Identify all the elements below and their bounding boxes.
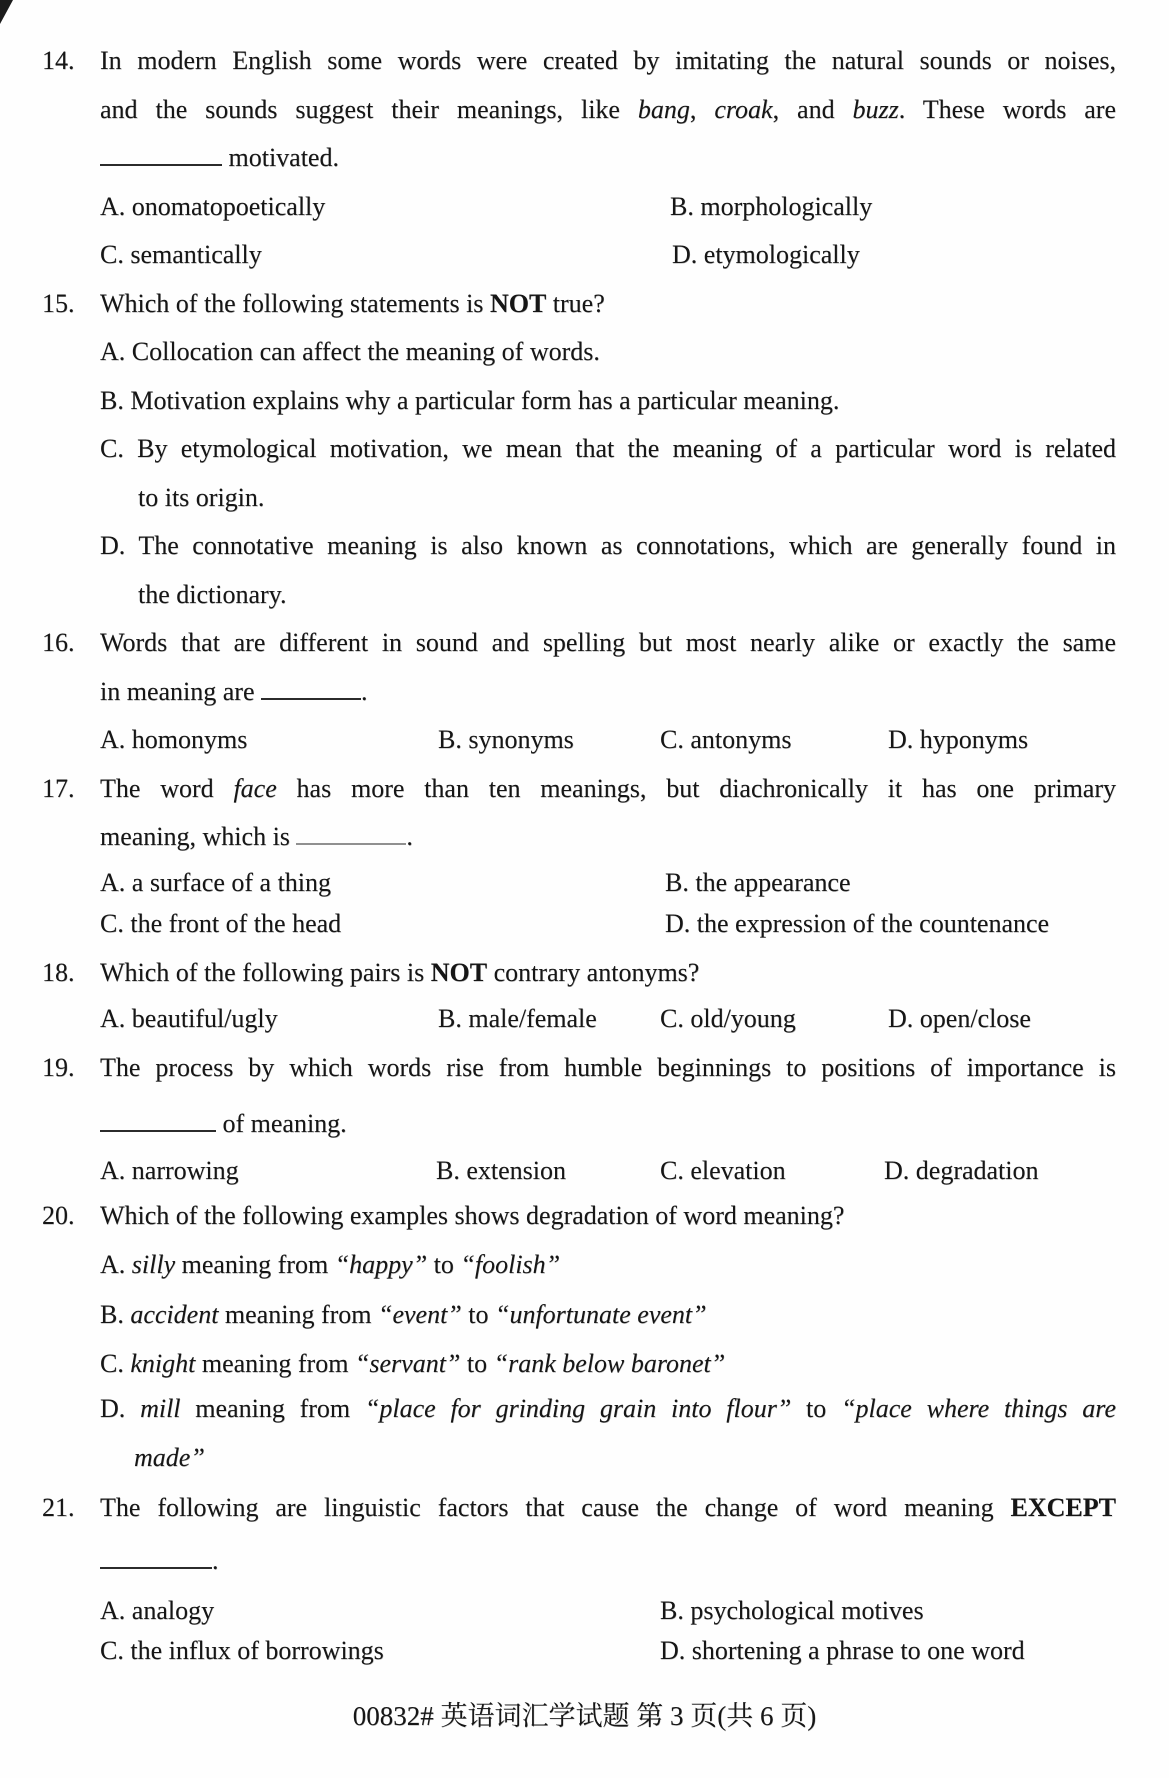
q20-stem: Which of the following examples shows degradation of word meaning? <box>100 1201 845 1230</box>
q20-c-quote1: “servant” <box>354 1349 461 1378</box>
q20-a-word: silly <box>131 1250 176 1279</box>
q14-line3 <box>100 142 1116 175</box>
q19-option-d: D. degradation <box>884 1156 1039 1185</box>
q14-number: 14. <box>42 46 75 75</box>
q16-number: 16. <box>42 628 75 657</box>
q21-option-a: A. analogy <box>100 1596 215 1625</box>
q15-option-d-row <box>0 530 1169 563</box>
q19-option-b: B. extension <box>436 1156 566 1185</box>
q21-option-c: C. the influx of borrowings <box>100 1636 384 1665</box>
q20-a-seg1: A. <box>100 1250 132 1279</box>
q18-bold-not: NOT <box>430 958 488 987</box>
q17-line1-row <box>0 773 1169 806</box>
q21-answer-blank <box>100 1567 212 1569</box>
q20-d-seg1: D. <box>100 1394 141 1423</box>
q20-option-d-line2: made” <box>134 1443 205 1472</box>
q20-d-seg2: meaning from <box>180 1394 365 1423</box>
q20-d-quote1: “place for grinding grain into flour” <box>364 1394 792 1423</box>
q14-line3-text: motivated. <box>222 143 339 172</box>
q16-line1: Words that are different in sound and spelling but most nearly alike or exactly the same <box>100 628 1116 657</box>
q14-answer-blank <box>100 164 222 166</box>
q16-option-b: B. synonyms <box>438 725 574 754</box>
q20-b-quote2: “unfortunate event” <box>495 1300 707 1329</box>
q17-line1-seg1: The word <box>100 774 234 803</box>
q20-c-seg3: to <box>460 1349 494 1378</box>
q21-line1-row <box>0 1492 1169 1525</box>
q20-a-quote1: “happy” <box>334 1250 428 1279</box>
q17-line2-period: . <box>406 822 413 851</box>
q20-option-d-line1 <box>100 1393 1116 1426</box>
q20-a-seg3: to <box>427 1250 461 1279</box>
q14-option-b: B. morphologically <box>670 192 873 221</box>
q20-option-b-row <box>0 1299 1169 1332</box>
q15-option-b: B. Motivation explains why a particular form has a particular meaning. <box>100 386 840 415</box>
q18-stem <box>100 957 1116 990</box>
q17-option-d: D. the expression of the countenance <box>665 909 1050 938</box>
scan-corner-artifact <box>0 0 13 24</box>
q20-c-seg1: C. <box>100 1349 131 1378</box>
q16-line2 <box>100 676 1116 709</box>
q16-answer-blank <box>261 698 361 700</box>
q18-stem-seg1: Which of the following pairs is <box>100 958 431 987</box>
q20-option-c <box>100 1348 1116 1381</box>
q17-number: 17. <box>42 774 75 803</box>
q17-option-a: A. a surface of a thing <box>100 868 332 897</box>
q21-option-d: D. shortening a phrase to one word <box>660 1636 1025 1665</box>
q17-answer-blank <box>296 843 406 845</box>
q15-stem-row <box>0 288 1169 321</box>
q21-line1 <box>100 1492 1116 1525</box>
q21-line1-seg1: The following are linguistic factors that cause the change of word meaning <box>100 1493 1011 1522</box>
q19-answer-blank <box>100 1130 216 1132</box>
q20-b-seg2: meaning from <box>218 1300 378 1329</box>
q20-c-word: knight <box>130 1349 196 1378</box>
q19-number: 19. <box>42 1053 75 1082</box>
q21-line2-period: . <box>212 1546 219 1575</box>
q16-line1-row <box>0 627 1169 660</box>
q21-line2-row <box>0 1545 1169 1578</box>
q14-line2-row <box>0 94 1169 127</box>
q20-c-quote2: “rank below baronet” <box>493 1349 726 1378</box>
q17-line1-seg2: has more than ten meanings, but diachronically it has one primary <box>276 774 1117 803</box>
q17-line1 <box>100 773 1116 806</box>
q16-line2-text: in meaning are <box>100 677 261 706</box>
q17-option-c: C. the front of the head <box>100 909 342 938</box>
q14-option-d: D. etymologically <box>672 240 860 269</box>
q19-line2-text: of meaning. <box>216 1109 347 1138</box>
q20-option-b <box>100 1299 1116 1332</box>
q18-option-a: A. beautiful/ugly <box>100 1004 278 1033</box>
q16-line2-period: . <box>361 677 368 706</box>
q20-stem-row <box>0 1200 1169 1233</box>
q19-option-c: C. elevation <box>660 1156 786 1185</box>
q20-option-a <box>100 1249 1116 1282</box>
q20-option-a-row <box>0 1249 1169 1282</box>
q17-option-b: B. the appearance <box>665 868 851 897</box>
q20-a-quote2: “foolish” <box>460 1250 561 1279</box>
q16-line2-row <box>0 676 1169 709</box>
q19-line2 <box>100 1108 1116 1141</box>
q18-option-c: C. old/young <box>660 1004 796 1033</box>
q18-option-b: B. male/female <box>438 1004 597 1033</box>
q20-b-quote1: “event” <box>378 1300 462 1329</box>
q14-line1: In modern English some words were created by imitating the natural sounds or noises, <box>100 46 1116 75</box>
q14-option-a: A. onomatopoetically <box>100 192 326 221</box>
q17-line2 <box>100 821 1116 854</box>
q14-italic-bang: bang <box>637 95 690 124</box>
q19-line2-row <box>0 1108 1169 1141</box>
q16-option-d: D. hyponyms <box>888 725 1029 754</box>
q20-d-word: mill <box>140 1394 181 1423</box>
q21-number: 21. <box>42 1493 75 1522</box>
q14-italic-croak: croak <box>714 95 773 124</box>
q20-number: 20. <box>42 1201 75 1230</box>
page-footer: 00832# 英语词汇学试题 第 3 页(共 6 页) <box>352 1701 817 1731</box>
q21-option-b: B. psychological motives <box>660 1596 924 1625</box>
q20-b-word: accident <box>130 1300 219 1329</box>
q14-line2 <box>100 94 1116 127</box>
q15-number: 15. <box>42 289 75 318</box>
q14-line2-comma2: , and <box>772 95 853 124</box>
q20-d-seg3: to <box>791 1394 842 1423</box>
q20-option-c-row <box>0 1348 1169 1381</box>
q20-b-seg1: B. <box>100 1300 131 1329</box>
q17-line2-row <box>0 821 1169 854</box>
q15-option-d-line1: D. The connotative meaning is also known as connotations, which are generally found in <box>100 531 1116 560</box>
q20-a-seg2: meaning from <box>175 1250 335 1279</box>
q15-bold-not: NOT <box>489 289 547 318</box>
q14-italic-buzz: buzz <box>852 95 899 124</box>
q21-bold-except: EXCEPT <box>1010 1493 1116 1522</box>
q15-option-c-line1: C. By etymological motivation, we mean that the meaning of a particular word is related <box>100 434 1116 463</box>
q17-line2-text: meaning, which is <box>100 822 297 851</box>
q19-option-a: A. narrowing <box>100 1156 239 1185</box>
q20-d-quote2: “place where things are <box>841 1394 1116 1423</box>
q19-line1: The process by which words rise from humble beginnings to positions of importance is <box>100 1053 1116 1082</box>
q20-b-seg3: to <box>461 1300 495 1329</box>
q14-line1-row <box>0 45 1169 78</box>
q15-option-c-row <box>0 433 1169 466</box>
q15-option-c-line2: to its origin. <box>138 483 265 512</box>
q19-line1-row <box>0 1052 1169 1085</box>
q18-option-d: D. open/close <box>888 1004 1031 1033</box>
q18-stem-row <box>0 957 1169 990</box>
q20-c-seg2: meaning from <box>195 1349 355 1378</box>
q15-option-a: A. Collocation can affect the meaning of words. <box>100 337 600 366</box>
q15-stem-seg2: true? <box>546 289 605 318</box>
q16-option-c: C. antonyms <box>660 725 792 754</box>
q14-line2-seg2: . These words are <box>898 95 1117 124</box>
q14-line3-row <box>0 142 1169 175</box>
q15-option-d-line2: the dictionary. <box>138 580 287 609</box>
q15-stem-seg1: Which of the following statements is <box>100 289 490 318</box>
q21-line2 <box>100 1545 1116 1578</box>
q17-italic-face: face <box>233 774 277 803</box>
q14-line2-seg1: and the sounds suggest their meanings, like <box>100 95 638 124</box>
q14-line2-comma1: , <box>689 95 715 124</box>
q15-stem <box>100 288 1116 321</box>
q20-option-d-row <box>0 1393 1169 1426</box>
q18-number: 18. <box>42 958 75 987</box>
q16-option-a: A. homonyms <box>100 725 248 754</box>
q14-option-c: C. semantically <box>100 240 262 269</box>
q18-stem-seg2: contrary antonyms? <box>487 958 700 987</box>
